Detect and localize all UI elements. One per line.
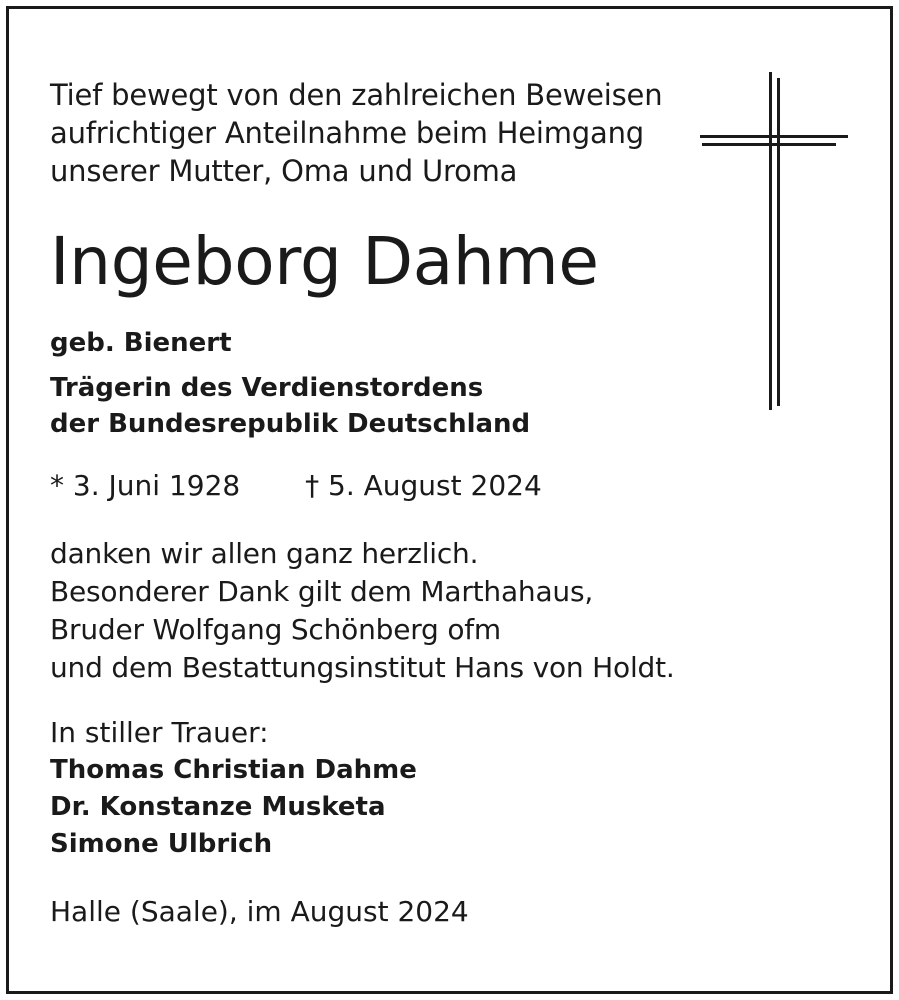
mourner-name: Thomas Christian Dahme <box>50 755 417 785</box>
mourner-name: Simone Ulbrich <box>50 829 273 859</box>
place-date: Halle (Saale), im August 2024 <box>50 895 469 928</box>
thanks-line: Bruder Wolfgang Schönberg ofm <box>50 613 501 646</box>
intro-line: unserer Mutter, Oma und Uroma <box>50 154 518 188</box>
award-text <box>50 370 530 442</box>
death-date: † 5. August 2024 <box>305 469 542 502</box>
thanks-text <box>50 535 675 687</box>
intro-line: Tief bewegt von den zahlreichen Beweisen <box>50 78 663 112</box>
mourning-heading: In stiller Trauer: <box>50 716 269 749</box>
deceased-name: Ingeborg Dahme <box>50 223 599 300</box>
intro-text <box>50 76 662 190</box>
mourner-name: Dr. Konstanze Musketa <box>50 792 386 822</box>
thanks-line: und dem Bestattungsinstitut Hans von Holdt. <box>50 651 675 684</box>
award-line: Trägerin des Verdienstordens <box>50 373 484 403</box>
thanks-line: danken wir allen ganz herzlich. <box>50 537 479 570</box>
cross-icon <box>698 72 850 412</box>
intro-line: aufrichtiger Anteilnahme beim Heimgang <box>50 116 644 150</box>
mourners-list <box>50 752 417 863</box>
birth-date: * 3. Juni 1928 <box>50 469 241 502</box>
thanks-line: Besonderer Dank gilt dem Marthahaus, <box>50 575 594 608</box>
maiden-name: geb. Bienert <box>50 328 232 358</box>
life-dates <box>50 467 542 505</box>
award-line: der Bundesrepublik Deutschland <box>50 409 531 439</box>
